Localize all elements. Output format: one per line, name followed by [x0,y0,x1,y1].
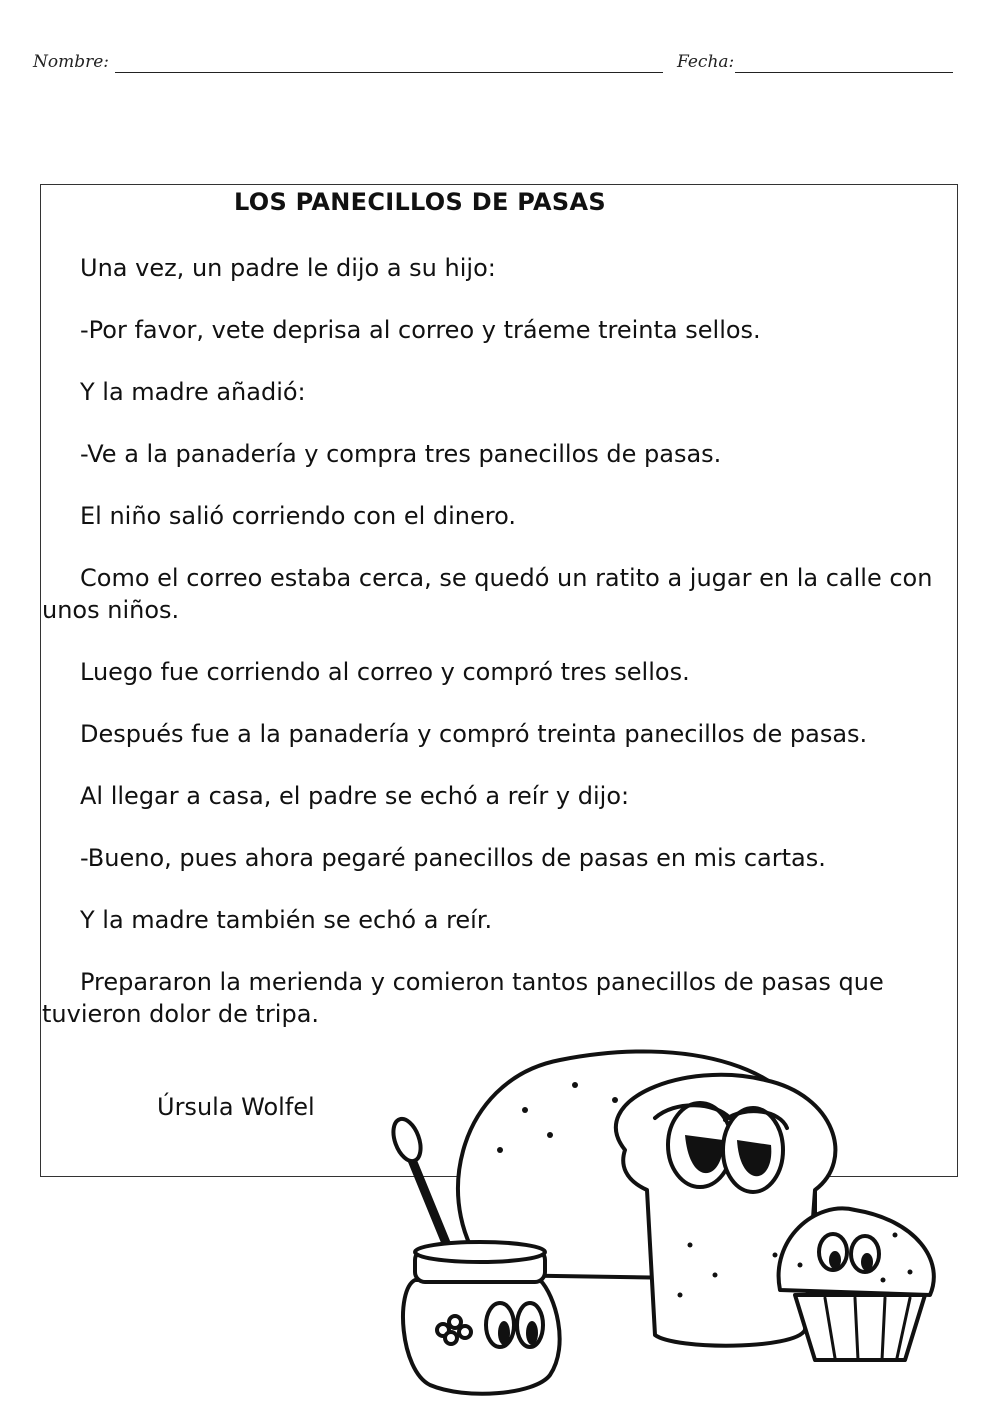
muffin-cup [795,1295,925,1360]
date-label: Fecha: [677,52,735,72]
paragraph: Al llegar a casa, el padre se echó a reír y dijo: [80,782,630,810]
name-label: Nombre: [33,52,110,72]
paragraph: Después fue a la panadería y compró treinta panecillos de pasas. [80,720,868,748]
author: Úrsula Wolfel [157,1093,315,1121]
paragraph: -Ve a la panadería y compra tres panecillos de pasas. [80,440,722,468]
story-text [42,252,937,1060]
paragraph: Luego fue corriendo al correo y compró tres sellos. [80,658,690,686]
paragraph: El niño salió corriendo con el dinero. [80,502,516,530]
paragraph: Como el correo estaba cerca, se quedó un ratito a jugar en la calle con unos niños. [42,564,933,624]
date-line[interactable] [735,72,953,73]
paragraph: Y la madre también se echó a reír. [80,906,493,934]
paragraph: -Por favor, vete deprisa al correo y tráeme treinta sellos. [80,316,761,344]
bread-jam-muffin-illustration [385,1040,985,1400]
worksheet-header [33,52,963,82]
paragraph: -Bueno, pues ahora pegaré panecillos de pasas en mis cartas. [80,844,826,872]
story-title: LOS PANECILLOS DE PASAS [234,188,606,216]
paragraph: Una vez, un padre le dijo a su hijo: [80,254,496,282]
paragraph: Y la madre añadió: [80,378,306,406]
name-line[interactable] [115,72,663,73]
paragraph: Prepararon la merienda y comieron tantos panecillos de pasas que tuvieron dolor de tripa. [42,968,884,1028]
